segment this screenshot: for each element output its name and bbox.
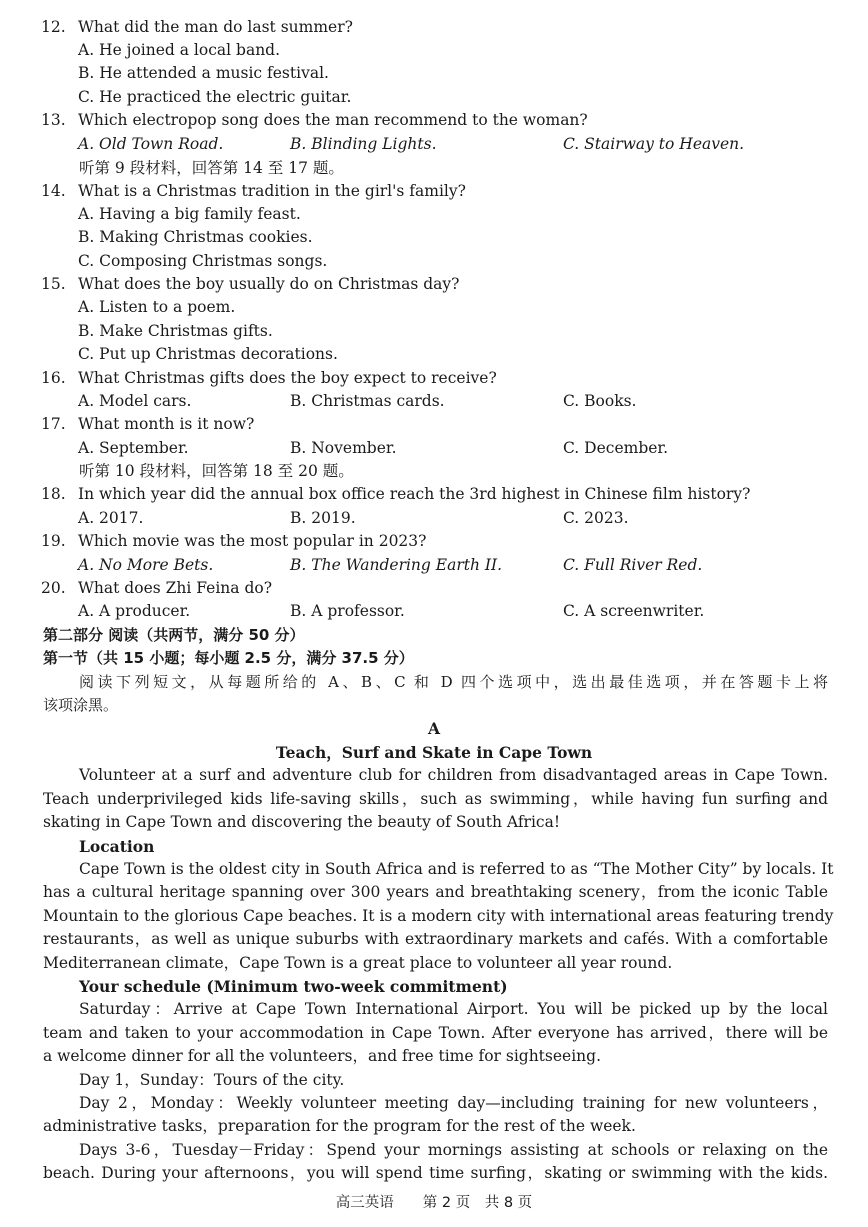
question-15 <box>0 273 868 296</box>
option-a: A. No More Bets. <box>78 556 214 574</box>
option-b: B. Making Christmas cookies. <box>78 228 313 246</box>
day2-line: administrative tasks，preparation for the program for the rest of the week. <box>43 1117 636 1135</box>
question-14 <box>0 180 868 203</box>
location-line: restaurants，as well as unique suburbs with extraordinary markets and cafés. With a comfortable <box>43 930 828 948</box>
listening-instruction: 听第 9 段材料，回答第 14 至 17 题。 <box>79 159 344 177</box>
part-heading: 第二部分 阅读（共两节，满分 50 分） <box>43 626 305 644</box>
section-heading: 第一节（共 15 小题；每小题 2.5 分，满分 37.5 分） <box>43 649 414 667</box>
question-number: 15. <box>41 275 66 293</box>
option-c: C. Composing Christmas songs. <box>78 252 328 270</box>
option-c: C. 2023. <box>563 509 629 527</box>
option-a: A. Model cars. <box>78 392 192 410</box>
question-text: What month is it now? <box>78 415 255 433</box>
option-c: C. He practiced the electric guitar. <box>78 88 352 106</box>
question-17 <box>0 413 868 436</box>
question-text: Which movie was the most popular in 2023? <box>78 532 427 550</box>
option-b: B. A professor. <box>290 602 405 620</box>
passage-label: A <box>427 719 441 738</box>
saturday-line: a welcome dinner for all the volunteers，and free time for sightseeing. <box>43 1047 601 1065</box>
location-heading: Location <box>79 837 155 856</box>
question-text: What does the boy usually do on Christmas day? <box>78 275 460 293</box>
location-line: Mediterranean climate，Cape Town is a great place to volunteer all year round. <box>43 954 673 972</box>
option-c: C. A screenwriter. <box>563 602 705 620</box>
question-18 <box>0 483 868 506</box>
question-number: 19. <box>41 532 66 550</box>
directions-text: 阅读下列短文，从每题所给的 A、B、C 和 D 四个选项中，选出最佳选项，并在答题卡上将 <box>79 673 828 691</box>
option-a: A. A producer. <box>78 602 191 620</box>
question-text: In which year did the annual box office reach the 3rd highest in Chinese film history? <box>78 485 751 503</box>
option-c: C. Full River Red. <box>563 556 703 574</box>
location-line: Mountain to the glorious Cape beaches. It is a modern city with international areas featuring trendy <box>43 907 834 925</box>
question-16 <box>0 367 868 390</box>
option-c: C. December. <box>563 439 669 457</box>
intro-line: Volunteer at a surf and adventure club for children from disadvantaged areas in Cape Town. <box>79 766 828 784</box>
question-12 <box>0 16 868 39</box>
option-a: A. Having a big family feast. <box>78 205 301 223</box>
option-b: B. Christmas cards. <box>290 392 445 410</box>
question-number: 16. <box>41 369 66 387</box>
option-a: A. Old Town Road. <box>78 135 224 153</box>
question-text: What does Zhi Feina do? <box>78 579 273 597</box>
option-c: C. Put up Christmas decorations. <box>78 345 338 363</box>
intro-line: Teach underprivileged kids life-saving skills，such as swimming，while having fun surfing and <box>43 790 828 808</box>
option-b: B. Blinding Lights. <box>290 135 437 153</box>
question-number: 12. <box>41 18 66 36</box>
option-a: A. Listen to a poem. <box>78 298 236 316</box>
location-line: Cape Town is the oldest city in South Africa and is referred to as “The Mother City” by locals. It <box>79 860 834 878</box>
question-number: 18. <box>41 485 66 503</box>
location-line: has a cultural heritage spanning over 300 years and breathtaking scenery，from the iconic Table <box>43 883 828 901</box>
directions-text-cont: 该项涂黑。 <box>43 696 119 714</box>
question-19 <box>0 530 868 553</box>
option-a: A. 2017. <box>78 509 144 527</box>
listening-instruction: 听第 10 段材料，回答第 18 至 20 题。 <box>79 462 354 480</box>
question-13 <box>0 109 868 132</box>
question-number: 13. <box>41 111 66 129</box>
page-footer: 高三英语 第 2 页 共 8 页 <box>335 1195 533 1211</box>
question-text: What is a Christmas tradition in the girl's family? <box>78 182 466 200</box>
question-text: What did the man do last summer? <box>78 18 353 36</box>
option-b: B. Make Christmas gifts. <box>78 322 273 340</box>
saturday-line: team and taken to your accommodation in Cape Town. After everyone has arrived，there will be <box>43 1024 828 1042</box>
intro-line: skating in Cape Town and discovering the beauty of South Africa! <box>43 813 561 831</box>
saturday-line: Saturday：Arrive at Cape Town International Airport. You will be picked up by the local <box>79 1000 828 1018</box>
question-20 <box>0 577 868 600</box>
option-a: A. He joined a local band. <box>78 41 281 59</box>
question-text: What Christmas gifts does the boy expect to receive? <box>78 369 497 387</box>
option-b: B. 2019. <box>290 509 356 527</box>
option-a: A. September. <box>78 439 189 457</box>
option-b: B. November. <box>290 439 397 457</box>
day2-line: Day 2，Monday：Weekly volunteer meeting day—including training for new volunteers， <box>79 1094 828 1112</box>
days36-line: beach. During your afternoons，you will spend time surfing，skating or swimming with the kids. <box>43 1164 828 1182</box>
option-c: C. Books. <box>563 392 637 410</box>
question-text: Which electropop song does the man recommend to the woman? <box>78 111 588 129</box>
passage-title: Teach，Surf and Skate in Cape Town <box>275 743 593 762</box>
option-c: C. Stairway to Heaven. <box>563 135 745 153</box>
schedule-heading: Your schedule (Minimum two-week commitment) <box>79 977 508 996</box>
days36-line: Days 3-6，Tuesday－Friday：Spend your mornings assisting at schools or relaxing on the <box>79 1141 828 1159</box>
day1-line: Day 1，Sunday：Tours of the city. <box>79 1071 345 1089</box>
option-b: B. He attended a music festival. <box>78 64 329 82</box>
question-number: 20. <box>41 579 66 597</box>
option-b: B. The Wandering Earth II. <box>290 556 503 574</box>
question-number: 17. <box>41 415 66 433</box>
question-number: 14. <box>41 182 66 200</box>
